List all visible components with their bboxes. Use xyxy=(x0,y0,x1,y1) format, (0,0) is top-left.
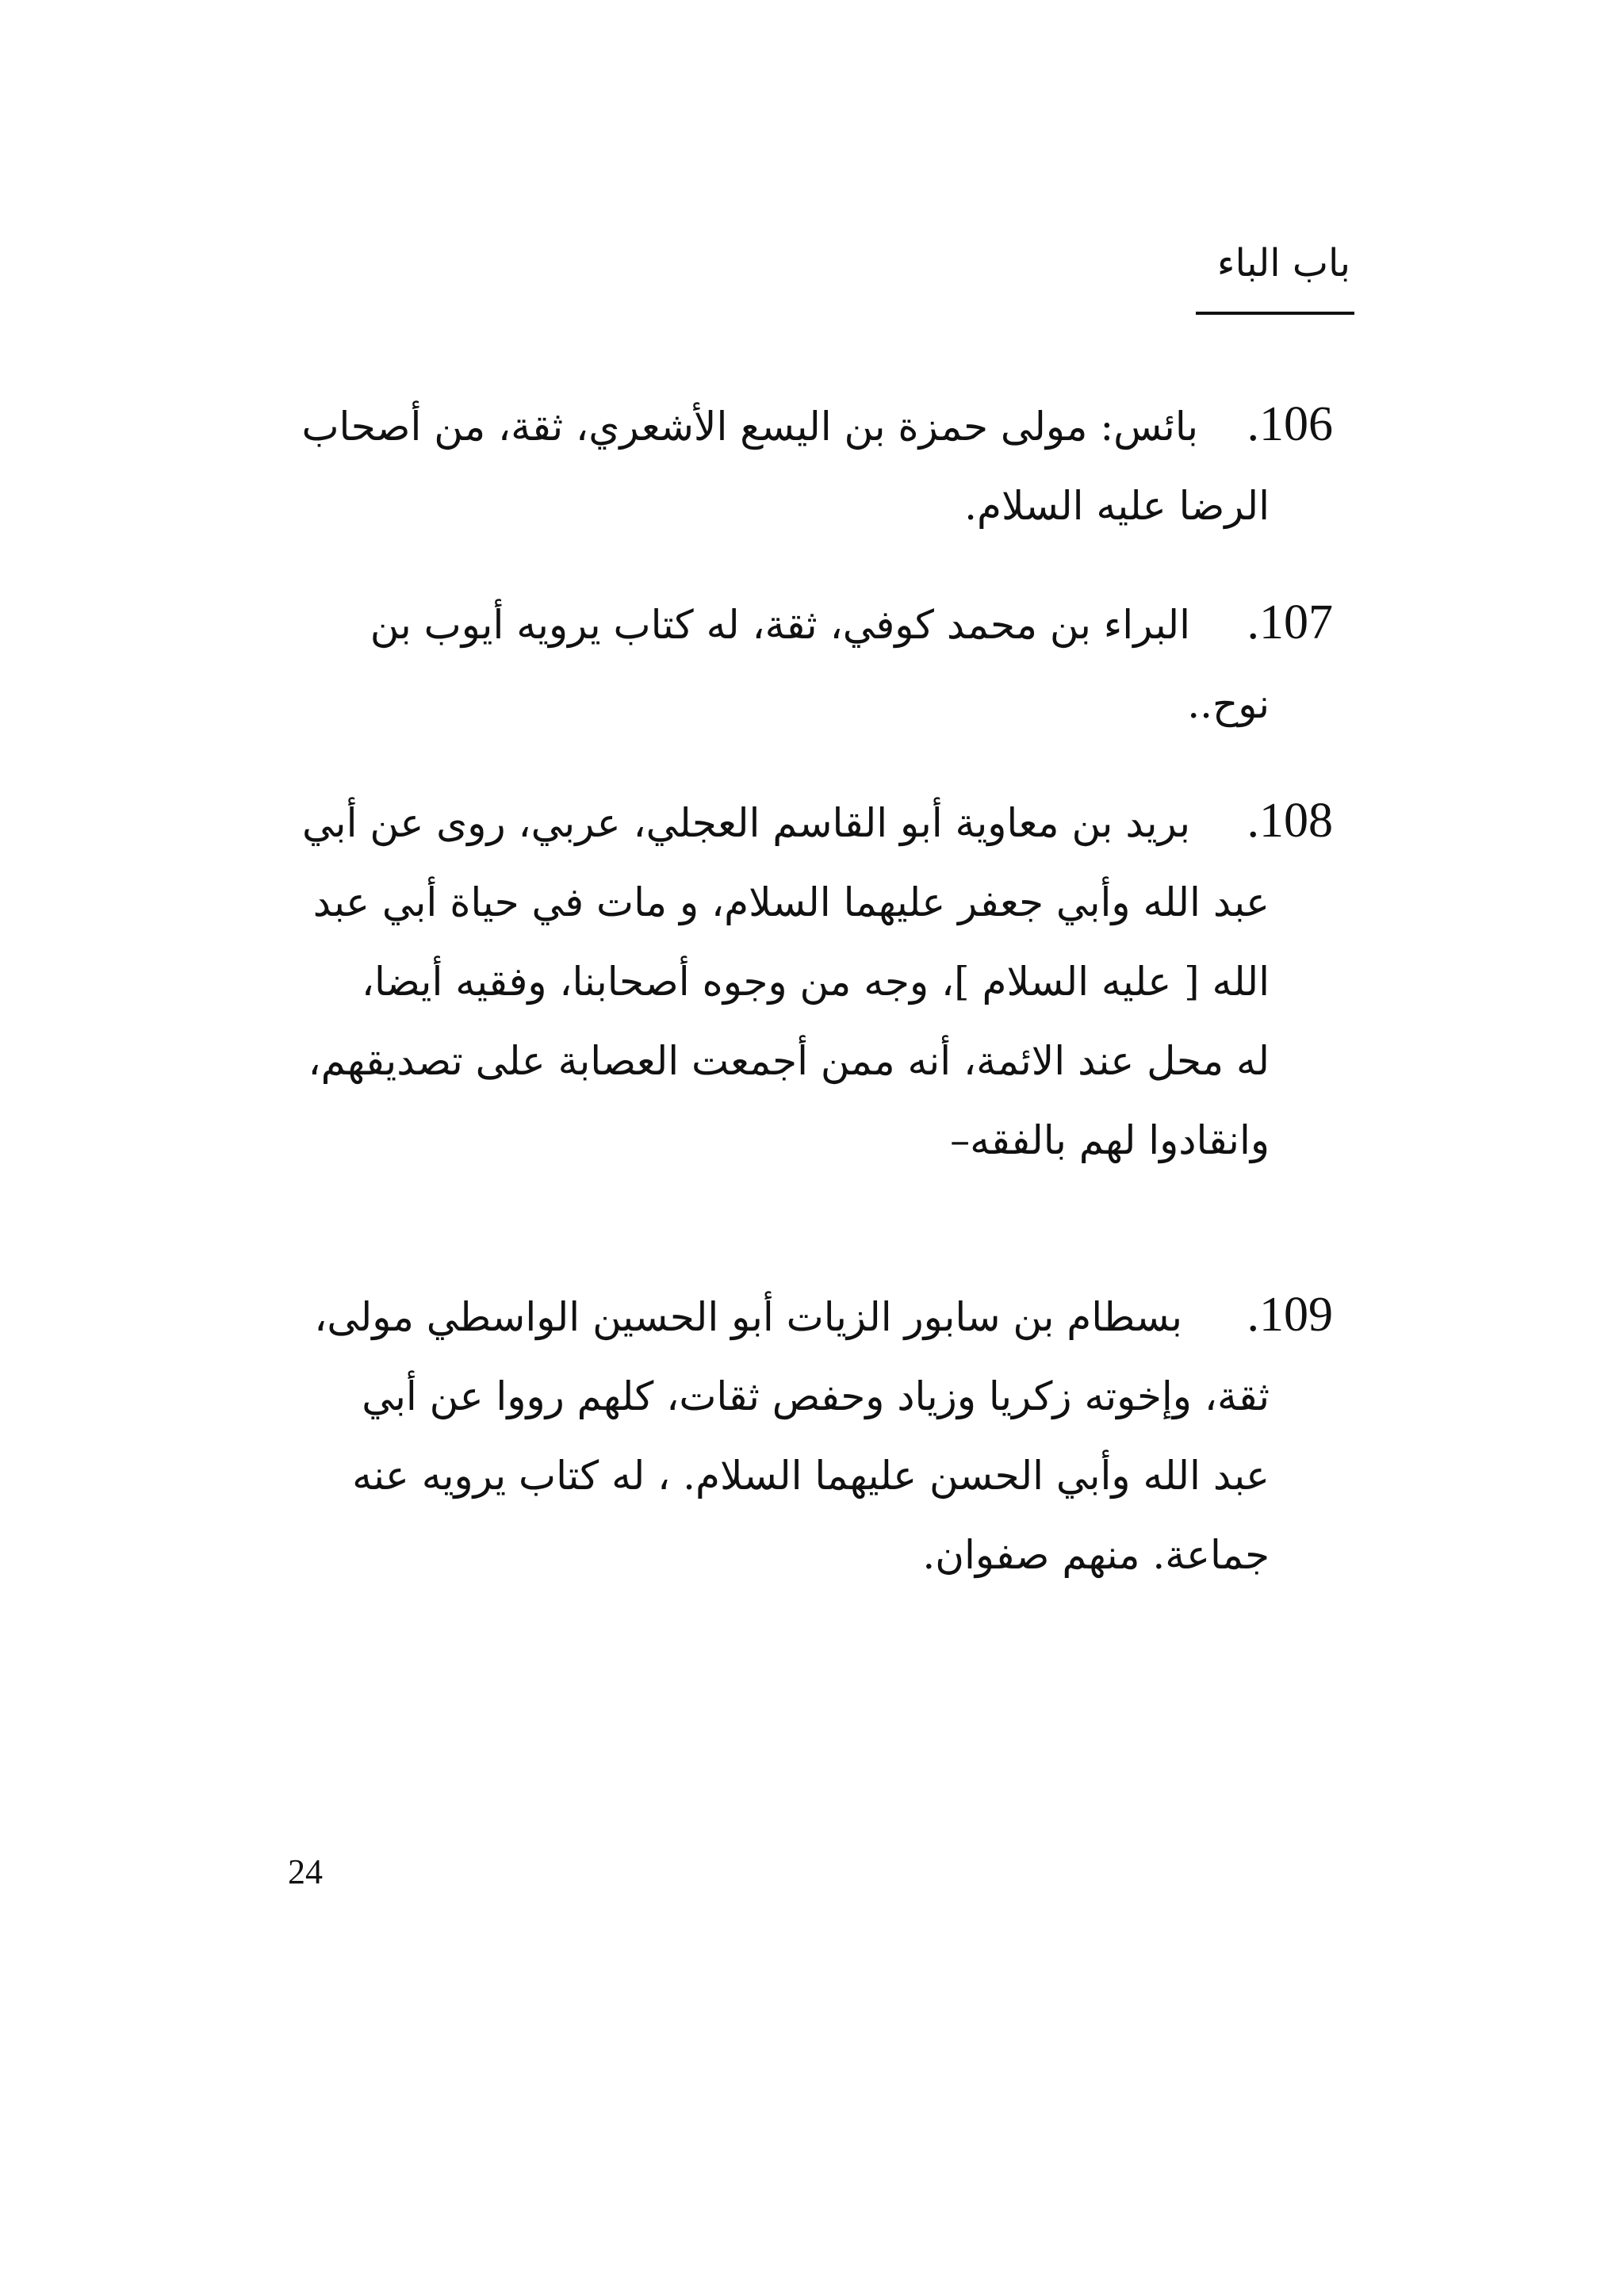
entry-line: 106.بائس: مولى حمزة بن اليسع الأشعري، ثقة، من أصحاب xyxy=(301,397,1333,451)
entry-line: الرضا عليه السلام. xyxy=(964,483,1270,529)
entry-107 xyxy=(278,583,1333,744)
entry-text: بسطام بن سابور الزيات أبو الحسين الواسطي مولى، xyxy=(314,1294,1182,1340)
entry-106 xyxy=(278,385,1333,546)
entry-line: ثقة، وإخوته زكريا وزياد وحفص ثقات، كلهم رووا عن أبي xyxy=(362,1373,1270,1419)
heading-underline xyxy=(1196,312,1354,315)
chapter-heading: باب الباء xyxy=(1216,241,1350,285)
entry-line: الله [ عليه السلام ]، وجه من وجوه أصحابنا، وفقيه أيضا، xyxy=(361,959,1270,1005)
entry-line: عبد الله وأبي جعفر عليهما السلام، و مات في حياة أبي عبد xyxy=(312,879,1270,925)
page-number: 24 xyxy=(288,1852,323,1891)
entry-line: نوح.. xyxy=(1187,681,1270,727)
entry-line: جماعة. منهم صفوان. xyxy=(922,1532,1270,1578)
entry-109 xyxy=(278,1275,1333,1595)
entry-line: له محل عند الائمة، أنه ممن أجمعت العصابة على تصديقهم، xyxy=(308,1038,1270,1084)
entry-text: بريد بن معاوية أبو القاسم العجلي، عربي، روى عن أبي xyxy=(302,800,1190,846)
entry-line: وانقادوا لهم بالفقه– xyxy=(950,1117,1270,1163)
entry-line: 107.البراء بن محمد كوفي، ثقة، له كتاب يرويه أيوب بن xyxy=(370,596,1333,649)
entry-line: 108.بريد بن معاوية أبو القاسم العجلي، عربي، روى عن أبي xyxy=(302,794,1333,848)
entry-text: البراء بن محمد كوفي، ثقة، له كتاب يرويه أيوب بن xyxy=(370,602,1190,648)
entry-text: بائس: مولى حمزة بن اليسع الأشعري، ثقة، من أصحاب xyxy=(301,404,1198,450)
entry-line: 109.بسطام بن سابور الزيات أبو الحسين الواسطي مولى، xyxy=(314,1288,1333,1342)
entry-108 xyxy=(278,781,1333,1180)
entry-line: عبد الله وأبي الحسن عليهما السلام. ، له كتاب يرويه عنه xyxy=(352,1453,1270,1499)
